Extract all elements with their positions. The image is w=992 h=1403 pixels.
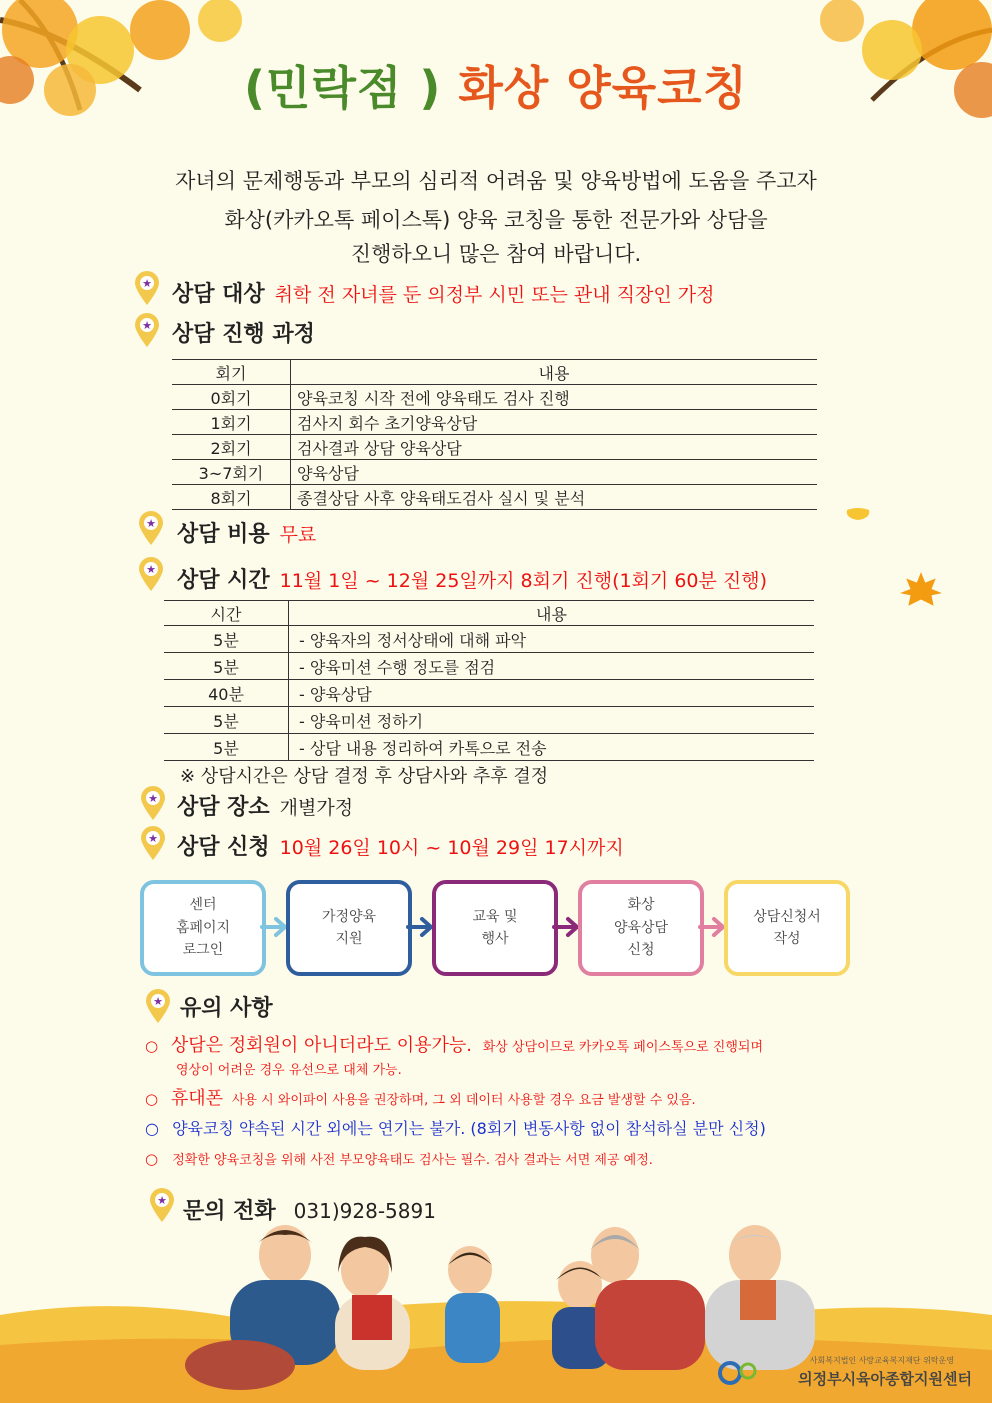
caution-item-3: ○ 양육코칭 약속된 시간 외에는 연기는 불가. (8회기 변동사항 없이 참석하실 분만 신청) <box>145 1119 766 1138</box>
bullet-icon: ○ <box>145 1150 159 1168</box>
target-label: 상담 대상 <box>172 282 265 307</box>
cost-value: 무료 <box>279 524 317 546</box>
table-row <box>164 680 814 707</box>
svg-text:★: ★ <box>142 319 152 332</box>
process-label: 상담 진행 과정 <box>172 322 315 347</box>
cost-section <box>177 517 316 548</box>
table-cell: 2회기 <box>172 435 291 460</box>
svg-text:★: ★ <box>148 832 158 845</box>
caution-item-4: ○ 정확한 양육코칭을 위해 사전 부모양육태도 검사는 필수. 검사 결과는 서면 제공 예정. <box>145 1150 653 1168</box>
org-subtitle: 사회복지법인 사랑교육복지재단 위탁운영 <box>809 1356 954 1365</box>
caution-item-1: ○ 상담은 정회원이 아니더라도 이용가능. 화상 상담이므로 카카오톡 페이스톡으로 진행되며 <box>145 1035 763 1056</box>
place-section <box>177 790 353 821</box>
table-cell: 1회기 <box>172 410 291 435</box>
location-pin-icon <box>137 510 165 546</box>
table-cell: 5분 <box>164 653 289 680</box>
svg-text:★: ★ <box>157 1194 167 1207</box>
table-row <box>172 435 817 460</box>
table-header-row <box>164 601 814 626</box>
contact-phone: 031)928-5891 <box>293 1199 436 1223</box>
place-value: 개별가정 <box>279 797 354 819</box>
contact-label: 문의 전화 <box>183 1199 276 1224</box>
table-cell: 5분 <box>164 707 289 734</box>
flow-step-label: 화상 <box>627 897 655 914</box>
table-row <box>164 653 814 680</box>
table-cell: - 양육자의 정서상태에 대해 파악 <box>289 626 815 653</box>
table-row <box>172 485 817 510</box>
ginkgo-leaf-icon <box>845 508 871 530</box>
flow-step-label: 상담신청서 <box>753 908 821 925</box>
svg-text:★: ★ <box>146 563 156 576</box>
bullet-icon: ○ <box>145 1119 159 1138</box>
target-section <box>172 277 714 308</box>
table-cell: 양육상담 <box>291 460 818 485</box>
flow-step <box>724 880 850 976</box>
bullet-icon: ○ <box>145 1090 159 1108</box>
table-cell: 5분 <box>164 626 289 653</box>
org-name: 의정부시육아종합지원센터 <box>798 1370 972 1388</box>
table-cell: - 양육미션 정하기 <box>289 707 815 734</box>
table-cell: 검사지 회수 초기양육상담 <box>291 410 818 435</box>
cautions-label: 유의 사항 <box>180 996 273 1021</box>
table-cell: 5분 <box>164 734 289 761</box>
table-cell: - 양육미션 수행 정도를 점검 <box>289 653 815 680</box>
svg-text:★: ★ <box>146 517 156 530</box>
location-pin-icon <box>144 988 172 1024</box>
caution-item-2: ○ 휴대폰 사용 시 와이파이 사용을 권장하며, 그 외 데이터 사용할 경우 요금 발생할 수 있음. <box>145 1088 696 1109</box>
flow-step-label: 가정양육 <box>321 908 377 925</box>
flow-step-label: 교육 및 <box>472 908 518 925</box>
table-cell: 0회기 <box>172 385 291 410</box>
table-row <box>172 385 817 410</box>
intro-line-3: 진행하오니 많은 참여 바랍니다. <box>350 242 642 266</box>
table-row <box>172 460 817 485</box>
table-cell: 40분 <box>164 680 289 707</box>
maple-leaf-icon <box>900 572 942 608</box>
table-row <box>172 410 817 435</box>
location-pin-icon <box>133 270 161 306</box>
table-cell: 검사결과 상담 양육상담 <box>291 435 818 460</box>
table-cell: 3~7회기 <box>172 460 291 485</box>
table-header: 내용 <box>291 360 818 385</box>
flow-step-label: 행사 <box>481 931 509 947</box>
time-note: ※ 상담시간은 상담 결정 후 상담사와 추후 결정 <box>180 766 549 787</box>
svg-text:★: ★ <box>148 792 158 805</box>
flow-step-label: 신청 <box>627 942 655 959</box>
cost-label: 상담 비용 <box>177 522 270 547</box>
table-row <box>164 707 814 734</box>
flow-step <box>578 880 704 976</box>
location-pin-icon <box>133 312 161 348</box>
flow-step-label: 홈페이지 <box>175 919 231 936</box>
flow-step <box>432 880 558 976</box>
flow-step-label: 양육상담 <box>613 919 669 936</box>
table-row <box>164 626 814 653</box>
location-pin-icon <box>139 825 167 861</box>
contact-section <box>183 1194 436 1225</box>
title-main: 화상 양육코칭 <box>458 61 749 115</box>
caution-item-1-continued: 영상이 어려운 경우 유선으로 대체 가능. <box>176 1063 402 1078</box>
time-section <box>177 563 767 594</box>
location-pin-icon <box>137 556 165 592</box>
table-cell: 양육코칭 시작 전에 양육태도 검사 진행 <box>291 385 818 410</box>
table-header: 시간 <box>164 601 289 626</box>
flow-step-label: 작성 <box>773 931 801 947</box>
intro-line-2: 화상(카카오톡 페이스톡) 양육 코칭을 통한 전문가와 상담을 <box>224 208 768 232</box>
page-title <box>0 52 992 118</box>
table-header: 회기 <box>172 360 291 385</box>
target-value: 취학 전 자녀를 둔 의정부 시민 또는 관내 직장인 가정 <box>274 284 715 306</box>
table-header-row <box>172 360 817 385</box>
apply-value: 10월 26일 10시 ~ 10월 29일 17시까지 <box>279 837 624 859</box>
table-cell: 8회기 <box>172 485 291 510</box>
time-value: 11월 1일 ~ 12월 25일까지 8회기 진행(1회기 60분 진행) <box>279 570 768 592</box>
process-table <box>172 359 817 510</box>
table-cell: 종결상담 사후 양육태도검사 실시 및 분석 <box>291 485 818 510</box>
time-table <box>164 600 814 761</box>
flow-step-label: 로그인 <box>182 942 224 959</box>
table-row <box>164 734 814 761</box>
location-pin-icon <box>148 1187 176 1223</box>
flow-step <box>140 880 266 976</box>
time-label: 상담 시간 <box>177 568 270 593</box>
flow-step-label: 지원 <box>335 931 363 947</box>
flow-step-label: 센터 <box>189 897 217 914</box>
location-pin-icon <box>139 785 167 821</box>
bullet-icon: ○ <box>145 1037 159 1055</box>
apply-label: 상담 신청 <box>177 835 270 860</box>
table-cell: - 상담 내용 정리하여 카톡으로 전송 <box>289 734 815 761</box>
place-label: 상담 장소 <box>177 795 270 820</box>
svg-text:★: ★ <box>142 277 152 290</box>
table-cell: - 양육상담 <box>289 680 815 707</box>
table-header: 내용 <box>289 601 815 626</box>
title-branch: (민락점 ) <box>243 61 442 115</box>
svg-text:★: ★ <box>153 995 163 1008</box>
apply-section <box>177 830 624 861</box>
flow-step <box>286 880 412 976</box>
intro-line-1: 자녀의 문제행동과 부모의 심리적 어려움 및 양육방법에 도움을 주고자 <box>175 169 817 193</box>
